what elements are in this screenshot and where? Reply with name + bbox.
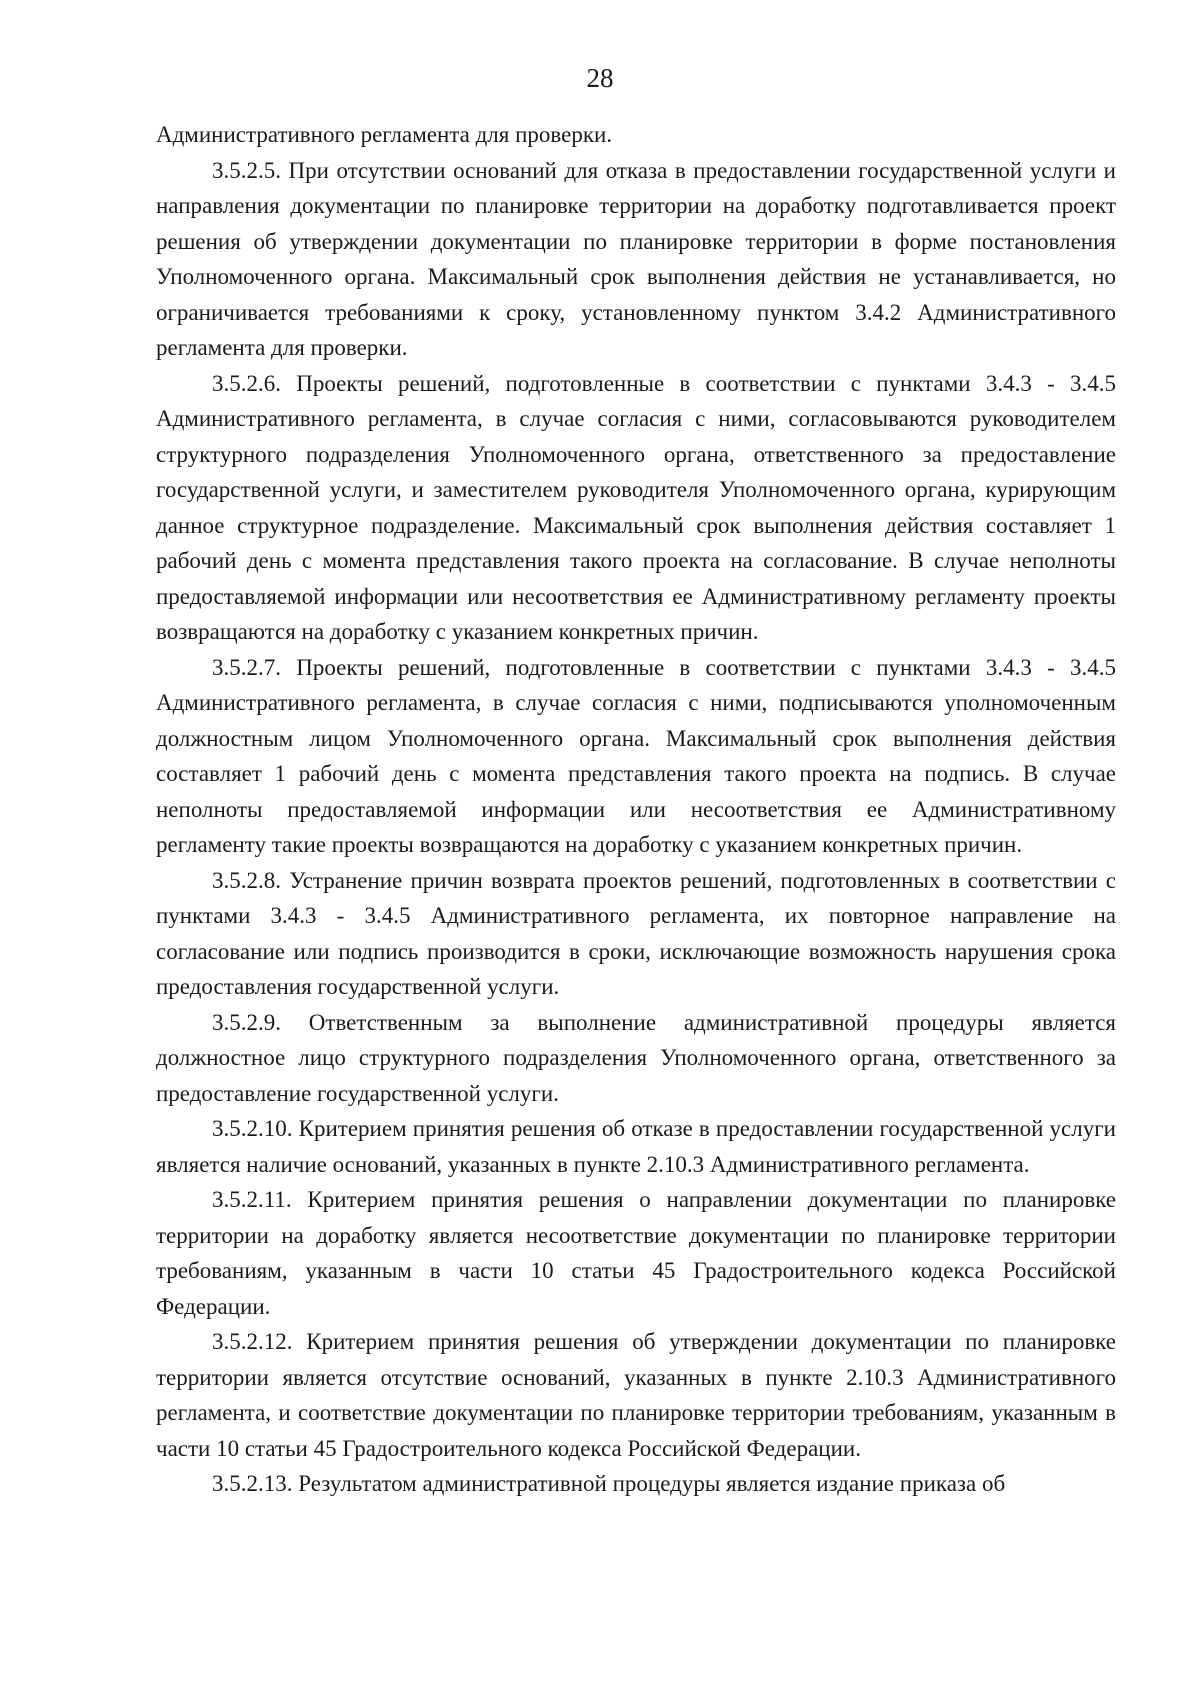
paragraph-3-5-2-5: 3.5.2.5. При отсутствии оснований для отказа в предоставлении государственной услуги и направления документации по планировке территории на доработку подготавливается проект решения об утверждении документации по планировке территории в форме постановления Уполномоченного органа. Максимальный срок выполнения действия не устанавливается, но ограничивается требованиями к сроку, установленному пунктом 3.4.2 Административного регламента для проверки.: [156, 157, 1116, 360]
document-body: [156, 117, 1116, 1502]
paragraph-3-5-2-11: 3.5.2.11. Критерием принятия решения о направлении документации по планировке территории на доработку является несоответствие документации по планировке территории требованиям, указанным в части 10 статьи 45 Градостроительного кодекса Российской Федерации.: [156, 1187, 1116, 1319]
paragraph-3-5-2-8: 3.5.2.8. Устранение причин возврата проектов решений, подготовленных в соответствии с пунктами 3.4.3 - 3.4.5 Административного регламента, их повторное направление на согласование или подпись производится в сроки, исключающие возможность нарушения срока предоставления государственной услуги.: [156, 867, 1116, 999]
page-number: 28: [586, 63, 614, 93]
paragraph-3-5-2-6: 3.5.2.6. Проекты решений, подготовленные в соответствии с пунктами 3.4.3 - 3.4.5 Административного регламента, в случае согласия с ними, согласовываются руководителем структурного подразделения Уполномоченного органа, ответственного за предоставление государственной услуги, и заместителем руководителя Уполномоченного органа, курирующим данное структурное подразделение. Максимальный срок выполнения действия составляет 1 рабочий день с момента представления такого проекта на согласование. В случае неполноты предоставляемой информации или несоответствия ее Административному регламенту проекты возвращаются на доработку с указанием конкретных причин.: [156, 370, 1116, 644]
paragraph-3-5-2-9: 3.5.2.9. Ответственным за выполнение административной процедуры является должностное лицо структурного подразделения Уполномоченного органа, ответственного за предоставление государственной услуги.: [156, 1009, 1116, 1106]
paragraph-3-5-2-10: 3.5.2.10. Критерием принятия решения об отказе в предоставлении государственной услуги является наличие оснований, указанных в пункте 2.10.3 Административного регламента.: [156, 1116, 1116, 1177]
paragraph-3-5-2-13: 3.5.2.13. Результатом административной процедуры является издание приказа об: [212, 1471, 1006, 1496]
paragraph-continuation: Административного регламента для проверки.: [156, 122, 613, 147]
paragraph-3-5-2-7: 3.5.2.7. Проекты решений, подготовленные в соответствии с пунктами 3.4.3 - 3.4.5 Административного регламента, в случае согласия с ними, подписываются уполномоченным должностным лицом Уполномоченного органа. Максимальный срок выполнения действия составляет 1 рабочий день с момента представления такого проекта на подпись. В случае неполноты предоставляемой информации или несоответствия ее Административному регламенту такие проекты возвращаются на доработку с указанием конкретных причин.: [156, 654, 1116, 857]
paragraph-3-5-2-12: 3.5.2.12. Критерием принятия решения об утверждении документации по планировке территории является отсутствие оснований, указанных в пункте 2.10.3 Административного регламента, и соответствие документации по планировке территории требованиям, указанным в части 10 статьи 45 Градостроительного кодекса Российской Федерации.: [156, 1329, 1116, 1461]
